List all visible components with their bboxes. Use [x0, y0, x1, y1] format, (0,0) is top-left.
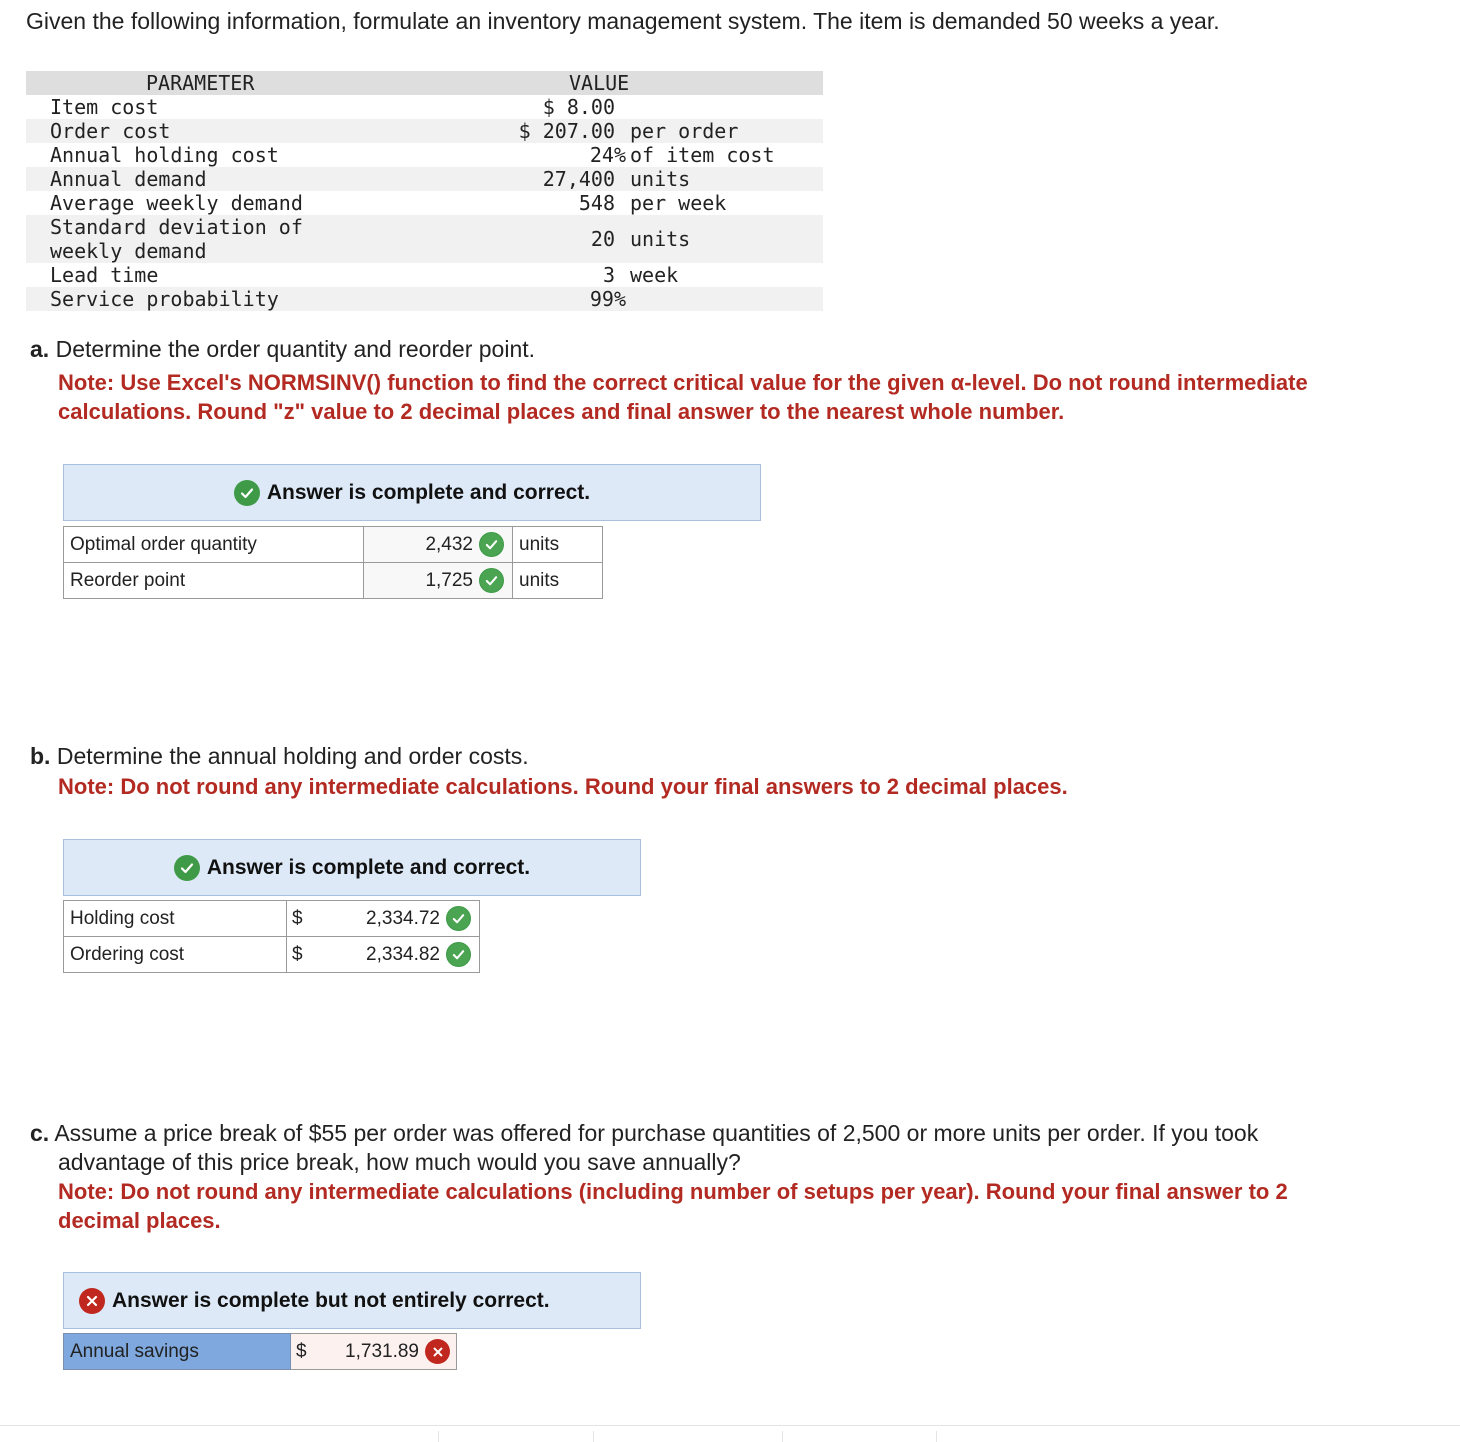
- ordering-cost-field[interactable]: [287, 937, 480, 973]
- cross-icon: [425, 1339, 450, 1364]
- part-c-result-banner: [63, 1272, 641, 1329]
- check-icon: [446, 942, 471, 967]
- table-row: [64, 1334, 457, 1370]
- param-row: [26, 143, 823, 167]
- part-c-note-line2: decimal places.: [58, 1208, 221, 1233]
- part-a-note-line1: Note: Use Excel's NORMSINV() function to find the correct critical value for the given α-level. Do not round intermediate: [58, 370, 1308, 395]
- param-unit: week: [630, 263, 679, 287]
- part-b-banner-text: Answer is complete and correct.: [206, 855, 531, 879]
- param-unit: of item cost: [630, 143, 775, 167]
- param-value: 3: [602, 263, 615, 287]
- table-row: [64, 901, 480, 937]
- param-row: [26, 287, 823, 311]
- answer-value: 2,334.72: [366, 907, 440, 929]
- param-value: 24%: [589, 143, 626, 167]
- param-row: [26, 167, 823, 191]
- part-b-question: [30, 743, 529, 770]
- answer-label: Annual savings: [64, 1334, 291, 1370]
- param-name: Service probability: [50, 287, 279, 311]
- part-b-result-banner: [63, 839, 641, 896]
- part-a-question: [30, 336, 535, 363]
- part-b-question-text: Determine the annual holding and order costs.: [56, 743, 529, 769]
- answer-label: Ordering cost: [64, 937, 287, 973]
- header-parameter: PARAMETER: [146, 71, 255, 95]
- part-c-banner-text: Answer is complete but not entirely correct.: [112, 1288, 550, 1312]
- problem-intro: Given the following information, formulate an inventory management system. The item is demanded 50 weeks a year.: [26, 8, 1220, 34]
- param-unit: units: [630, 167, 691, 191]
- param-value: 548: [578, 191, 615, 215]
- param-value: 27,400: [542, 167, 615, 191]
- answer-unit: units: [513, 527, 603, 563]
- table-row: [64, 527, 603, 563]
- footer-divider: [0, 1425, 1460, 1426]
- part-a-letter: a.: [30, 336, 50, 362]
- param-value: 20: [590, 227, 615, 251]
- answer-label: Holding cost: [64, 901, 287, 937]
- footer-tick: [936, 1431, 937, 1442]
- cross-icon: [79, 1288, 105, 1314]
- answer-value: 1,725: [425, 569, 473, 591]
- param-row: [26, 263, 823, 287]
- part-c-answer-table: [63, 1333, 457, 1370]
- param-unit: units: [630, 227, 691, 251]
- part-c-question-line1: Assume a price break of $55 per order was offered for purchase quantities of 2,500 or more units per order. If you took: [54, 1120, 1259, 1146]
- part-a-question-text: Determine the order quantity and reorder point.: [55, 336, 536, 362]
- part-c-question: [30, 1119, 1258, 1177]
- answer-label: Optimal order quantity: [64, 527, 364, 563]
- check-icon: [446, 906, 471, 931]
- annual-savings-field[interactable]: [291, 1334, 457, 1370]
- holding-cost-field[interactable]: [287, 901, 480, 937]
- param-name: Standard deviation of weekly demand: [50, 215, 303, 263]
- footer-tick: [438, 1431, 439, 1442]
- param-row: [26, 95, 823, 119]
- answer-unit: units: [513, 563, 603, 599]
- param-value: 99%: [589, 287, 626, 311]
- header-value: VALUE: [569, 71, 630, 95]
- param-name: Annual holding cost: [50, 143, 279, 167]
- answer-value: 2,334.82: [366, 943, 440, 965]
- part-c-question-line2: advantage of this price break, how much would you save annually?: [58, 1149, 741, 1175]
- part-a-note: [58, 368, 1308, 426]
- optimal-order-quantity-field[interactable]: [364, 527, 513, 563]
- table-row: [64, 563, 603, 599]
- param-value: $ 8.00: [542, 95, 615, 119]
- param-unit: per order: [630, 119, 739, 143]
- check-icon: [479, 532, 504, 557]
- part-b-note: Note: Do not round any intermediate calculations. Round your final answers to 2 decimal places.: [58, 774, 1068, 799]
- currency-symbol: $: [296, 1340, 307, 1362]
- part-a-result-banner: [63, 464, 761, 521]
- param-unit: per week: [630, 191, 727, 215]
- answer-value: 2,432: [425, 533, 473, 555]
- part-a-answer-table: [63, 526, 603, 599]
- param-name: Average weekly demand: [50, 191, 303, 215]
- currency-symbol: $: [292, 943, 303, 965]
- currency-symbol: $: [292, 907, 303, 929]
- check-icon: [479, 568, 504, 593]
- footer-tick: [593, 1431, 594, 1442]
- param-row: [26, 191, 823, 215]
- param-row: [26, 119, 823, 143]
- param-name: Order cost: [50, 119, 171, 143]
- part-b-letter: b.: [30, 743, 51, 769]
- answer-value: 1,731.89: [345, 1340, 419, 1362]
- part-c-note: [58, 1177, 1288, 1235]
- part-a-note-line2: calculations. Round "z" value to 2 decimal places and final answer to the nearest whole number.: [58, 399, 1065, 424]
- part-a-banner-text: Answer is complete and correct.: [266, 480, 591, 504]
- part-c-note-line1: Note: Do not round any intermediate calculations (including number of setups per year). Round your final answer to 2: [58, 1179, 1288, 1204]
- part-b-answer-table: [63, 900, 480, 973]
- parameter-table-header: [26, 71, 823, 95]
- param-name: Annual demand: [50, 167, 207, 191]
- check-icon: [174, 855, 200, 881]
- check-icon: [234, 480, 260, 506]
- table-row: [64, 937, 480, 973]
- footer-tick: [782, 1431, 783, 1442]
- reorder-point-field[interactable]: [364, 563, 513, 599]
- parameter-table: [26, 71, 823, 311]
- param-name: Item cost: [50, 95, 159, 119]
- param-row: [26, 215, 823, 263]
- param-name: Lead time: [50, 263, 159, 287]
- param-value: $ 207.00: [518, 119, 615, 143]
- answer-label: Reorder point: [64, 563, 364, 599]
- part-c-letter: c.: [30, 1120, 50, 1146]
